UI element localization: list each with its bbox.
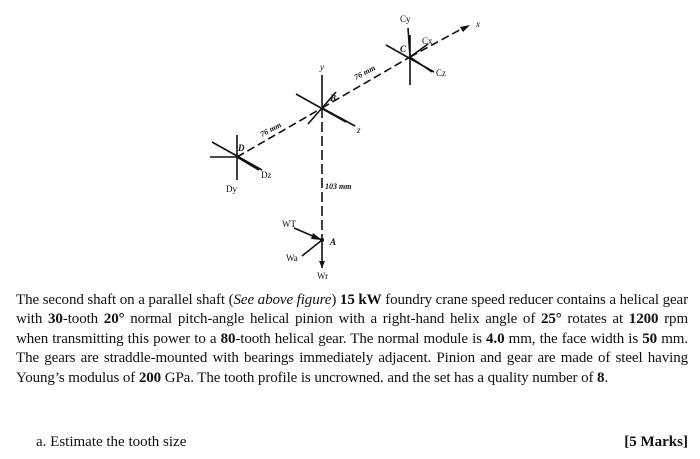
force-wa-line <box>302 240 322 256</box>
text-run: mm. The gears are straddle-mounted with bearings immediately adjacent. Pinion and gear are made of steel having Young’s modulus of <box>16 330 688 386</box>
label-dz: Dz <box>261 170 272 180</box>
text-run: GPa. The tooth profile is uncrowned. and the set has a quality number of <box>161 369 598 386</box>
face-width-value: 50 <box>642 330 658 347</box>
label-a: A <box>330 237 337 247</box>
label-cy: Cy <box>400 14 411 24</box>
shaft-axis-db <box>237 108 322 157</box>
label-d: D <box>238 143 245 153</box>
force-wr-arrowhead <box>319 261 325 268</box>
label-dim-ba: 103 mm <box>325 182 352 191</box>
label-b: B <box>330 93 337 103</box>
question-label: a. Estimate the tooth size <box>36 434 187 450</box>
x-axis-arrowhead <box>460 25 470 32</box>
youngs-modulus-value: 200 <box>138 369 162 386</box>
text-run: mm, the face width is <box>504 330 643 347</box>
figure-reference: See above figure <box>233 292 332 308</box>
label-y-axis: y <box>320 62 324 72</box>
text-run: -tooth <box>62 311 104 328</box>
problem-statement <box>16 291 688 388</box>
pressure-angle-value: 20° <box>103 311 125 328</box>
text-run: -tooth helical gear. The normal module is <box>235 330 487 347</box>
text-run: ) <box>331 292 340 308</box>
label-z-axis: z <box>357 125 361 135</box>
label-dim-db: 76 mm <box>258 120 283 139</box>
power-value: 15 kW <box>339 292 382 308</box>
label-cz: Cz <box>436 68 446 78</box>
x-axis-line <box>410 27 465 57</box>
text-run: The second shaft on a parallel shaft ( <box>16 292 234 308</box>
question-a <box>16 433 688 453</box>
text-run: normal pitch-angle helical pinion with a right-hand helix angle of <box>124 311 541 328</box>
text-run: rpm when transmitting this power to a <box>16 311 689 347</box>
label-c: C <box>400 44 407 54</box>
label-cx: Cx <box>422 36 433 46</box>
label-dim-bc: 76 mm <box>352 63 377 82</box>
text-run: foundry crane speed reducer contains a helical gear with <box>16 292 689 328</box>
point-a-dot <box>320 238 324 242</box>
problem-paragraph <box>16 291 688 388</box>
text-run: . <box>604 369 609 386</box>
module-value: 4.0 <box>486 330 505 347</box>
marks-label: [5 Marks] <box>624 434 688 450</box>
label-dy: Dy <box>226 184 237 194</box>
speed-value: 1200 <box>628 311 659 328</box>
quality-number-value: 8 <box>597 369 605 386</box>
bearing-d-dz <box>237 157 259 170</box>
label-wa: Wa <box>286 253 298 263</box>
label-wt: WT <box>282 219 296 229</box>
label-wr: Wr <box>317 271 329 281</box>
label-x-axis: x <box>476 19 480 29</box>
helix-angle-value: 25° <box>540 311 562 328</box>
text-run: rotates at <box>561 311 629 328</box>
pinion-teeth-value: 30 <box>48 311 63 328</box>
gear-teeth-value: 80 <box>220 330 236 347</box>
